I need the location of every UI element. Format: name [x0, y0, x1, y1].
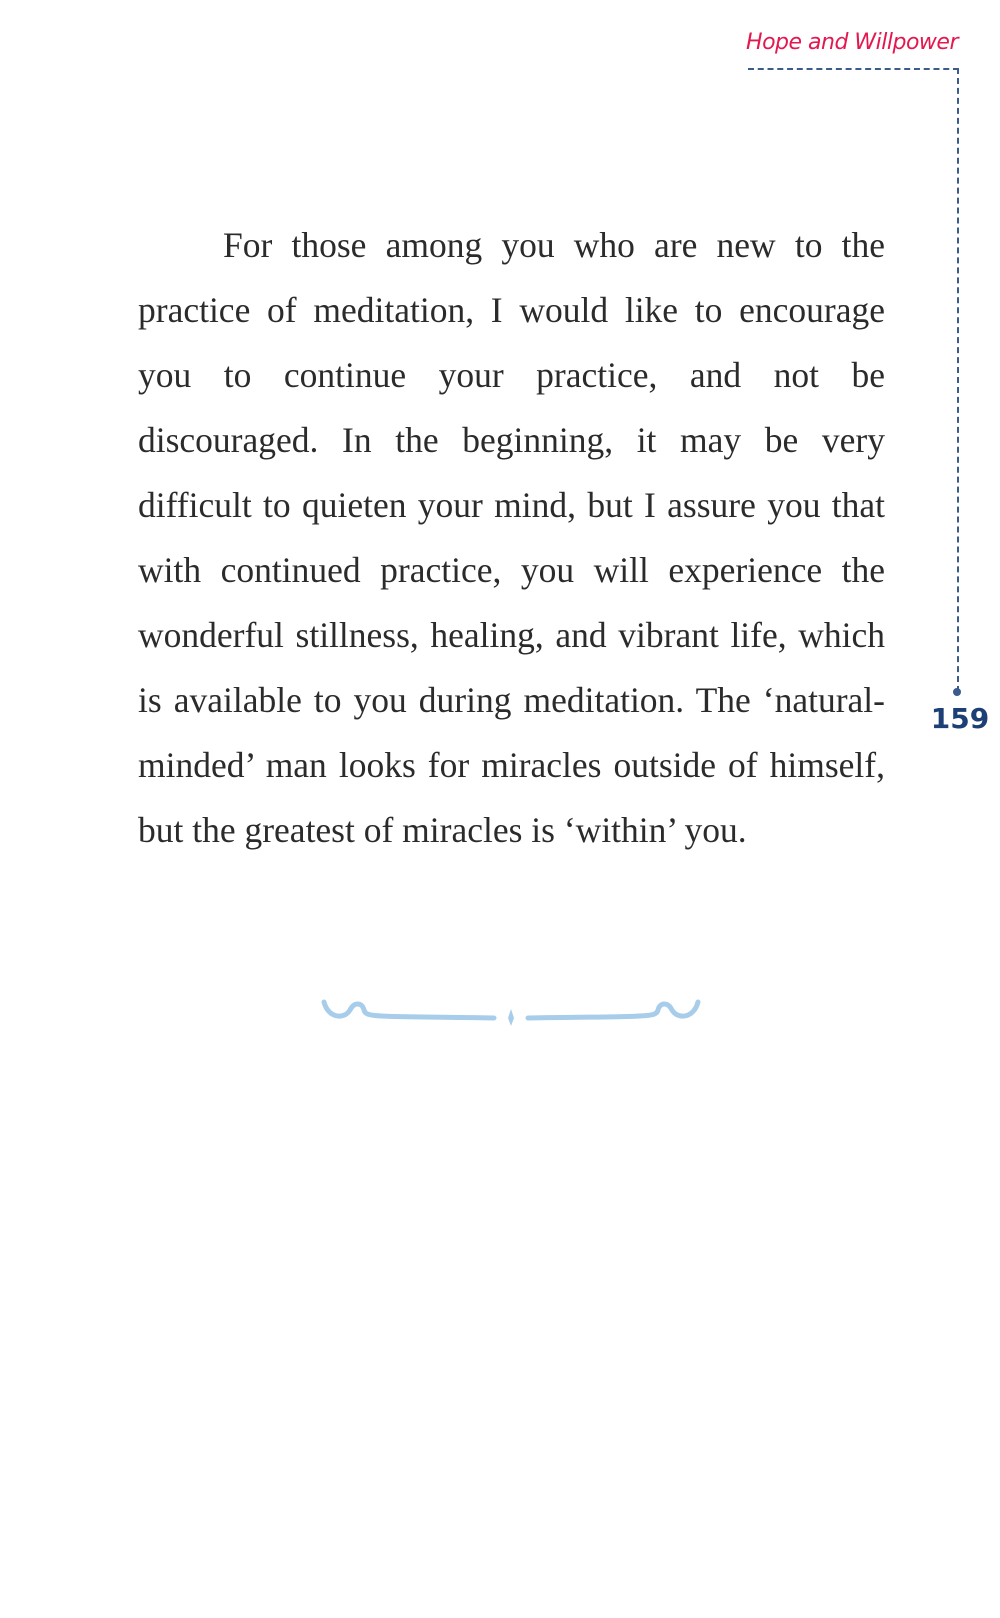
header-dotted-rule	[748, 68, 959, 70]
margin-dotted-rule	[957, 68, 959, 692]
body-paragraph: For those among you who are new to the practice of meditation, I would like to encourage you to continue your practice, and not be discouraged. In the beginning, it may be very difficult to quieten your mind, but I assure you that with continued practice, you will experience the wonderful stillness, healing, and vibrant life, which is available to you during meditation. The ‘natural-minded’ man looks for miracles outside of himself, but the greatest of miracles is ‘within’ you.	[138, 225, 885, 850]
page-number: 159	[930, 702, 990, 735]
rule-end-dot	[953, 688, 961, 696]
decorative-flourish-divider	[318, 996, 704, 1032]
running-head-title: Hope and Willpower	[746, 30, 958, 55]
